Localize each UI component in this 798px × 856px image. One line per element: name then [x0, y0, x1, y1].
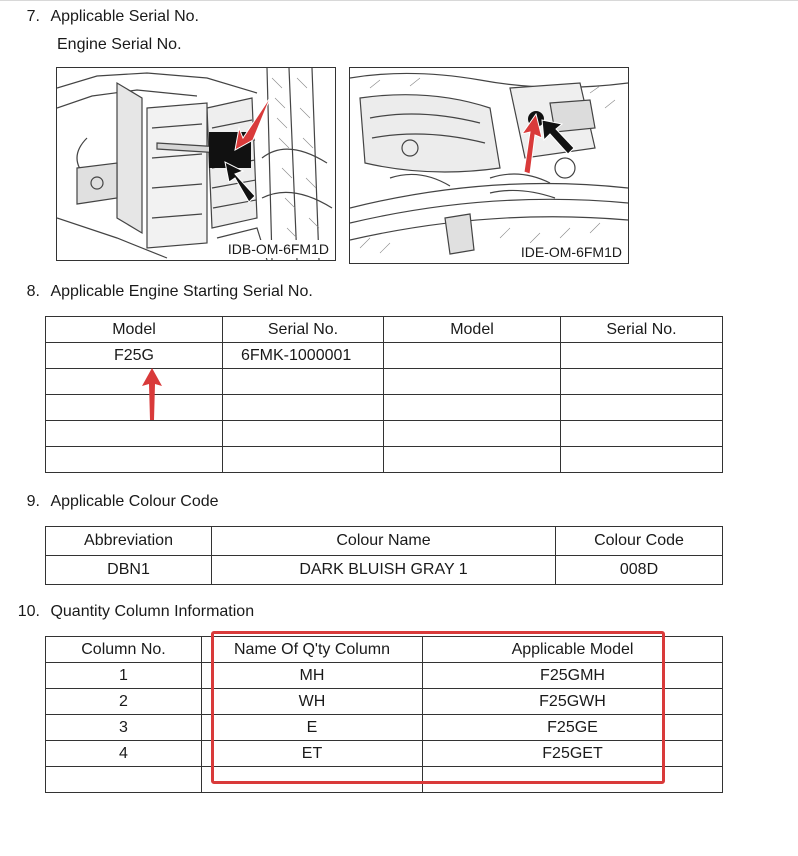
cell-abbreviation: DBN1 [46, 556, 212, 585]
table-row [46, 663, 723, 689]
cell-serial [561, 447, 723, 473]
header-serial-no: Serial No. [223, 317, 384, 343]
cell-column-no: 3 [46, 715, 202, 741]
section-7-heading [18, 7, 199, 27]
cell-serial [223, 421, 384, 447]
cell-applicable-model: F25GWH [423, 689, 723, 715]
cell-column-no: 4 [46, 741, 202, 767]
section-9-number: 9. [26, 493, 40, 510]
cell-serial [561, 369, 723, 395]
cell-model: F25G [46, 343, 223, 369]
cell-column-no [46, 767, 202, 793]
table-row [46, 421, 723, 447]
cell-colour-code: 008D [556, 556, 723, 585]
cell-model [384, 369, 561, 395]
cell-model [384, 421, 561, 447]
cell-model [384, 447, 561, 473]
section-9-title: Applicable Colour Code [50, 493, 219, 510]
table-row [46, 767, 723, 793]
table-row [46, 556, 723, 585]
table-row [46, 447, 723, 473]
table-row [46, 741, 723, 767]
section-9-heading [18, 492, 219, 512]
header-abbreviation: Abbreviation [46, 527, 212, 556]
cell-model [46, 421, 223, 447]
quantity-column-table [45, 636, 723, 793]
engine-figure-right [349, 67, 629, 264]
header-qty-column-name: Name Of Q'ty Column [202, 637, 423, 663]
cell-qty-column-name: MH [202, 663, 423, 689]
cell-column-no: 2 [46, 689, 202, 715]
cell-model [46, 369, 223, 395]
table-header-row [46, 637, 723, 663]
section-10-number: 10. [17, 603, 40, 620]
cell-colour-name: DARK BLUISH GRAY 1 [212, 556, 556, 585]
cell-model [384, 343, 561, 369]
figure-label-right: IDE-OM-6FM1D [520, 244, 622, 260]
header-model: Model [46, 317, 223, 343]
page-top-rule [0, 0, 798, 1]
cell-serial: 6FMK-1000001 [223, 343, 384, 369]
cell-model [46, 447, 223, 473]
header-column-no: Column No. [46, 637, 202, 663]
cell-serial [561, 343, 723, 369]
section-8-heading [18, 282, 313, 302]
section-10-heading [10, 602, 254, 622]
cell-serial [223, 447, 384, 473]
section-8-title: Applicable Engine Starting Serial No. [50, 283, 313, 300]
cell-applicable-model: F25GMH [423, 663, 723, 689]
colour-code-table [45, 526, 723, 585]
cell-serial [561, 395, 723, 421]
cell-applicable-model [423, 767, 723, 793]
cell-serial [561, 421, 723, 447]
cell-serial [223, 369, 384, 395]
section-7-number: 7. [26, 8, 40, 25]
figure-label-left: IDB-OM-6FM1D [227, 241, 329, 257]
engine-bracket-illustration [57, 68, 335, 260]
engine-serial-subtitle: Engine Serial No. [57, 36, 182, 53]
section-7-title: Applicable Serial No. [50, 8, 199, 25]
cell-serial [223, 395, 384, 421]
header-colour-code: Colour Code [556, 527, 723, 556]
header-serial-no: Serial No. [561, 317, 723, 343]
table-header-row [46, 317, 723, 343]
header-colour-name: Colour Name [212, 527, 556, 556]
header-applicable-model: Applicable Model [423, 637, 723, 663]
red-up-arrow-icon [140, 366, 164, 422]
section-10-title: Quantity Column Information [50, 603, 255, 620]
table-row [46, 715, 723, 741]
cell-qty-column-name: ET [202, 741, 423, 767]
header-model: Model [384, 317, 561, 343]
table-row [46, 689, 723, 715]
engine-block-illustration [350, 68, 628, 263]
cell-column-no: 1 [46, 663, 202, 689]
cell-applicable-model: F25GET [423, 741, 723, 767]
section-8-number: 8. [26, 283, 40, 300]
cell-qty-column-name [202, 767, 423, 793]
engine-figure-left [56, 67, 336, 261]
cell-model [46, 395, 223, 421]
table-header-row [46, 527, 723, 556]
cell-model [384, 395, 561, 421]
cell-applicable-model: F25GE [423, 715, 723, 741]
table-row [46, 343, 723, 369]
cell-qty-column-name: E [202, 715, 423, 741]
cell-qty-column-name: WH [202, 689, 423, 715]
